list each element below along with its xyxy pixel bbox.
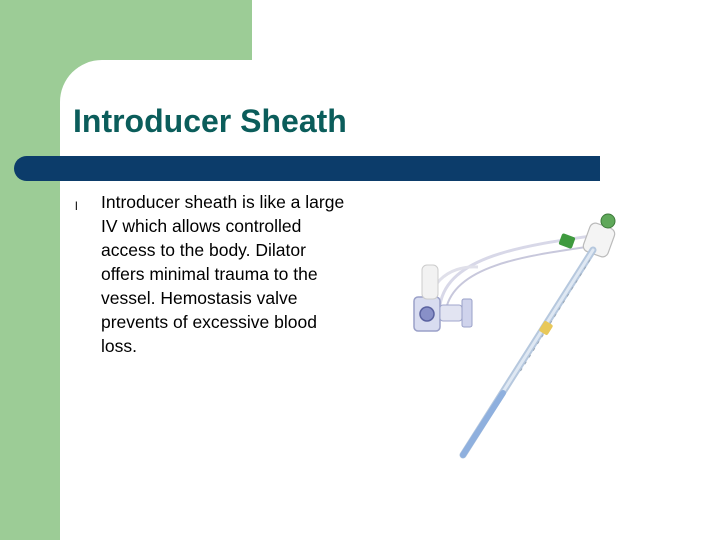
introducer-sheath-photo <box>408 205 633 467</box>
slide-title: Introducer Sheath <box>73 103 347 139</box>
title-underline-bar <box>14 156 600 181</box>
bullet-text: Introducer sheath is like a large IV which allows controlled access to the body. Dilator offers minimal trauma to the vessel. Hemostasis valve prevents of excessive blood loss. <box>101 192 345 356</box>
slide-accent-left <box>0 0 60 540</box>
bullet-marker: l <box>75 199 78 213</box>
